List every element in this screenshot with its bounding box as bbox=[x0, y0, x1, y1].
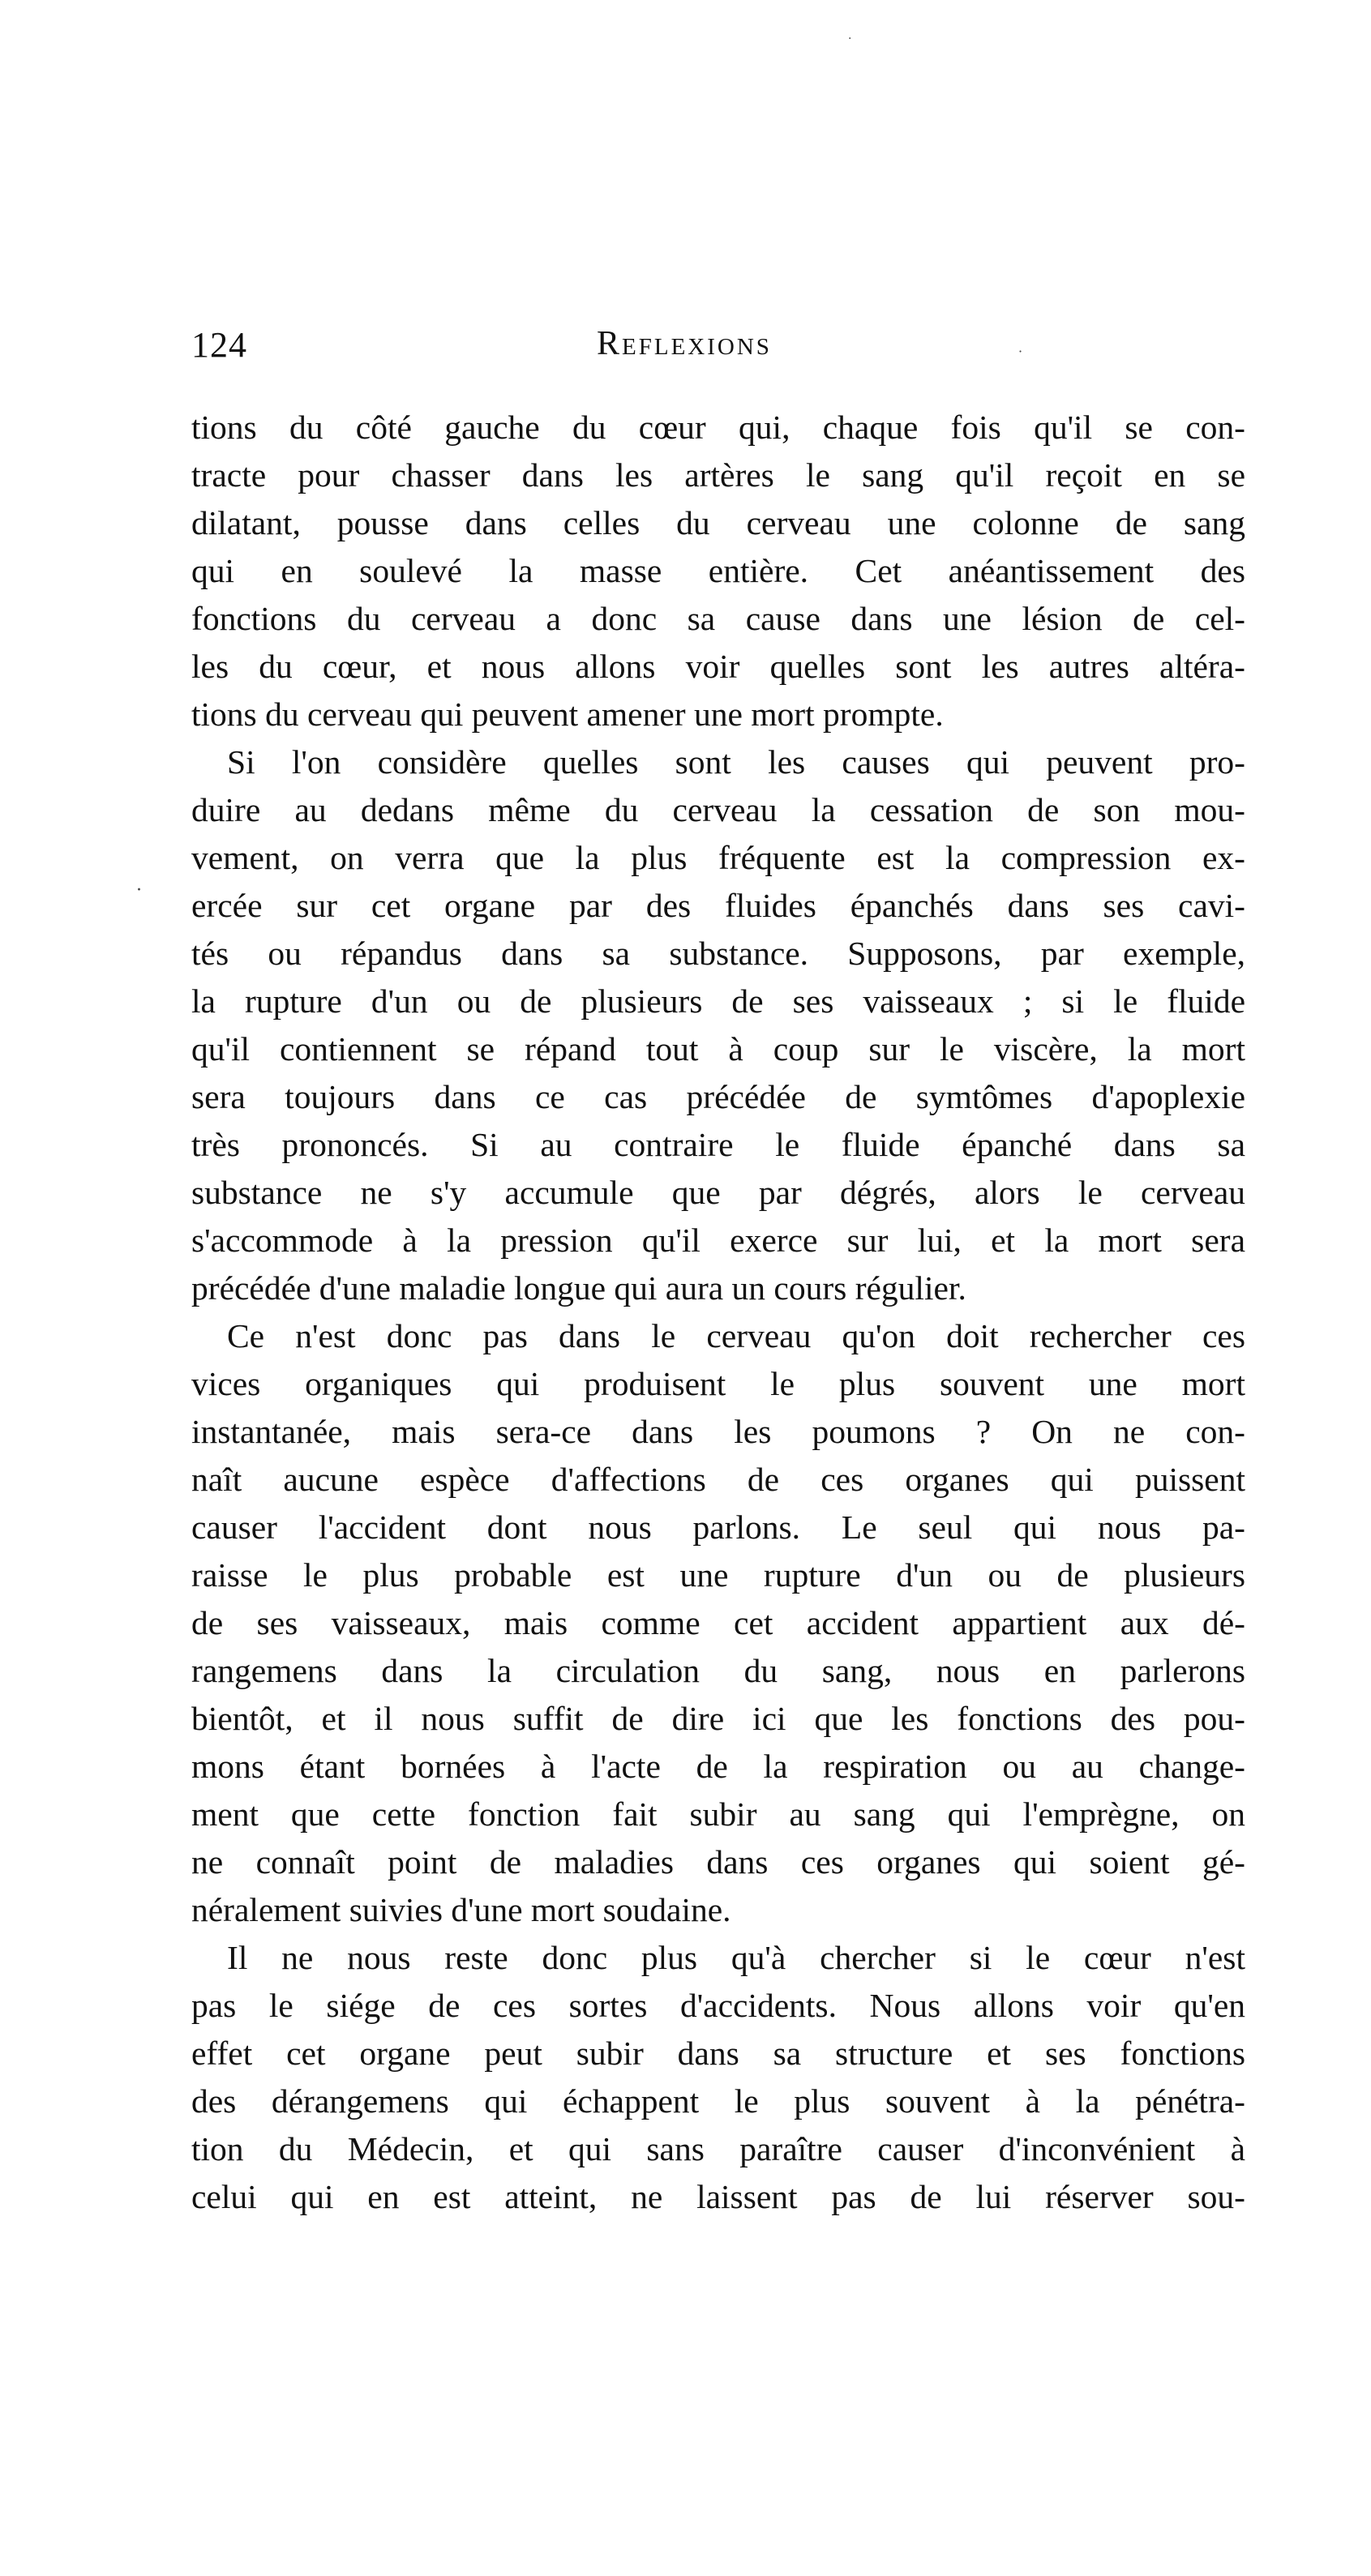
text-line: vement, on verra que la plus fréquente est la compression ex- bbox=[191, 839, 1245, 876]
text-line: Ce n'est donc pas dans le cerveau qu'on doit rechercher ces bbox=[227, 1317, 1245, 1354]
text-line: causer l'accident dont nous parlons. Le seul qui nous pa- bbox=[191, 1508, 1245, 1546]
ink-speck-margin: · bbox=[136, 880, 142, 901]
text-line: raisse le plus probable est une rupture d'un ou de plusieurs bbox=[191, 1556, 1245, 1594]
text-line: tions du cerveau qui peuvent amener une mort prompte. bbox=[191, 695, 944, 733]
text-line: vices organiques qui produisent le plus souvent une mort bbox=[191, 1365, 1245, 1402]
text-line: instantanée, mais sera-ce dans les poumons ? On ne con- bbox=[191, 1413, 1245, 1450]
text-line: naît aucune espèce d'affections de ces organes qui puissent bbox=[191, 1461, 1245, 1498]
text-line: tés ou répandus dans sa substance. Supposons, par exemple, bbox=[191, 935, 1245, 972]
text-line: tracte pour chasser dans les artères le sang qu'il reçoit en se bbox=[191, 456, 1245, 494]
text-line: Si l'on considère quelles sont les causes qui peuvent pro- bbox=[227, 743, 1245, 781]
text-line: substance ne s'y accumule que par dégrés, alors le cerveau bbox=[191, 1174, 1245, 1211]
paragraph bbox=[191, 404, 1245, 738]
page-header bbox=[191, 324, 1229, 373]
text-line: ercée sur cet organe par des fluides épanchés dans ses cavi- bbox=[191, 887, 1245, 924]
body-text bbox=[191, 404, 1245, 2221]
text-line: celui qui en est atteint, ne laissent pas de lui réserver sou- bbox=[191, 2178, 1245, 2215]
running-head: Reflexions bbox=[597, 325, 772, 362]
text-line: pas le siége de ces sortes d'accidents. Nous allons voir qu'en bbox=[191, 1987, 1245, 2024]
paragraph bbox=[191, 1934, 1245, 2221]
text-line: néralement suivies d'une mort soudaine. bbox=[191, 1891, 731, 1928]
text-line: précédée d'une maladie longue qui aura un cours régulier. bbox=[191, 1269, 966, 1307]
text-line: fonctions du cerveau a donc sa cause dans une lésion de cel- bbox=[191, 600, 1245, 637]
text-line: sera toujours dans ce cas précédée de symtômes d'apoplexie bbox=[191, 1078, 1245, 1115]
text-line: tions du côté gauche du cœur qui, chaque fois qu'il se con- bbox=[191, 409, 1245, 446]
text-line: bientôt, et il nous suffit de dire ici que les fonctions des pou- bbox=[191, 1700, 1245, 1737]
text-line: dilatant, pousse dans celles du cerveau une colonne de sang bbox=[191, 504, 1245, 541]
paragraph bbox=[191, 738, 1245, 1312]
text-line: très prononcés. Si au contraire le fluide épanché dans sa bbox=[191, 1126, 1245, 1163]
text-line: la rupture d'un ou de plusieurs de ses vaisseaux ; si le fluide bbox=[191, 982, 1245, 1020]
text-line: s'accommode à la pression qu'il exerce sur lui, et la mort sera bbox=[191, 1222, 1245, 1259]
text-line: qu'il contiennent se répand tout à coup sur le viscère, la mort bbox=[191, 1030, 1245, 1068]
text-line: les du cœur, et nous allons voir quelles sont les autres altéra- bbox=[191, 648, 1245, 685]
paragraph bbox=[191, 1312, 1245, 1934]
text-line: ne connaît point de maladies dans ces organes qui soient gé- bbox=[191, 1843, 1245, 1881]
ink-speck-top: · bbox=[848, 32, 852, 45]
text-line: Il ne nous reste donc plus qu'à chercher si le cœur n'est bbox=[227, 1939, 1245, 1976]
text-line: rangemens dans la circulation du sang, nous en parlerons bbox=[191, 1652, 1245, 1689]
text-line: tion du Médecin, et qui sans paraître causer d'inconvénient à bbox=[191, 2130, 1245, 2167]
ink-speck-right: · bbox=[1018, 344, 1023, 359]
text-line: des dérangemens qui échappent le plus souvent à la pénétra- bbox=[191, 2082, 1245, 2120]
text-line: mons étant bornées à l'acte de la respiration ou au change- bbox=[191, 1748, 1245, 1785]
text-line: qui en soulevé la masse entière. Cet anéantissement des bbox=[191, 552, 1245, 589]
text-line: ment que cette fonction fait subir au sang qui l'emprègne, on bbox=[191, 1795, 1245, 1833]
text-line: duire au dedans même du cerveau la cessation de son mou- bbox=[191, 791, 1245, 828]
text-line: de ses vaisseaux, mais comme cet accident appartient aux dé- bbox=[191, 1604, 1245, 1641]
page-number: 124 bbox=[191, 325, 247, 365]
text-line: effet cet organe peut subir dans sa structure et ses fonctions bbox=[191, 2035, 1245, 2072]
